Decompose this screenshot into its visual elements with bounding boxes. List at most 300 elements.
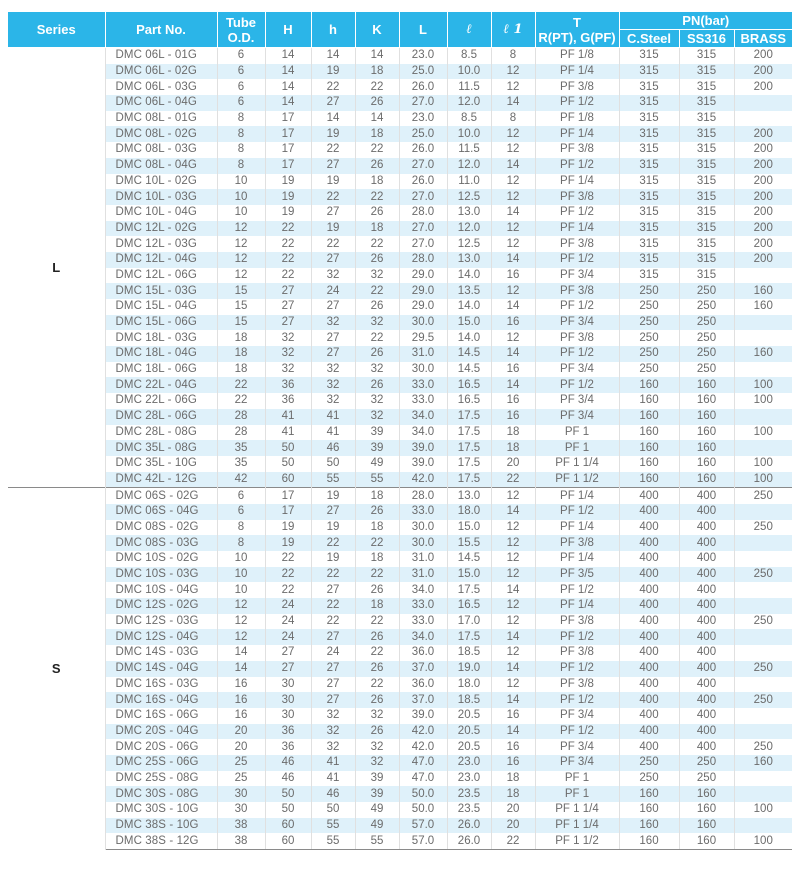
cell-pn-csteel: 160 [619, 425, 679, 441]
cell-part-no: DMC 10L - 02G [105, 174, 217, 190]
cell-L: 27.0 [399, 95, 447, 111]
table-row [8, 833, 792, 849]
cell-L: 28.0 [399, 488, 447, 504]
cell-ell: 17.5 [447, 629, 491, 645]
cell-pn-ss316: 400 [679, 614, 734, 630]
cell-K: 22 [355, 535, 399, 551]
table-row [8, 268, 792, 284]
cell-K: 49 [355, 456, 399, 472]
cell-h-small: 55 [311, 472, 355, 488]
cell-h-small: 19 [311, 64, 355, 80]
cell-pn-ss316: 400 [679, 708, 734, 724]
cell-K: 26 [355, 299, 399, 315]
cell-K: 18 [355, 64, 399, 80]
header-csteel: C.Steel [619, 30, 679, 48]
cell-L: 36.0 [399, 645, 447, 661]
cell-pn-ss316: 315 [679, 79, 734, 95]
table-row [8, 252, 792, 268]
cell-L: 31.0 [399, 567, 447, 583]
cell-K: 39 [355, 771, 399, 787]
cell-thread: PF 1/2 [535, 661, 619, 677]
cell-L: 25.0 [399, 64, 447, 80]
cell-pn-csteel: 315 [619, 111, 679, 127]
cell-ell: 23.5 [447, 802, 491, 818]
cell-tube-od: 22 [217, 393, 265, 409]
cell-tube-od: 38 [217, 833, 265, 849]
cell-L: 37.0 [399, 661, 447, 677]
cell-K: 14 [355, 111, 399, 127]
cell-K: 26 [355, 582, 399, 598]
cell-ell: 12.5 [447, 189, 491, 205]
cell-pn-brass: 100 [734, 833, 792, 849]
cell-L: 39.0 [399, 708, 447, 724]
cell-pn-brass [734, 504, 792, 520]
cell-pn-ss316: 400 [679, 504, 734, 520]
cell-pn-csteel: 315 [619, 221, 679, 237]
cell-h-small: 22 [311, 142, 355, 158]
cell-ell: 10.0 [447, 126, 491, 142]
cell-pn-ss316: 315 [679, 111, 734, 127]
cell-L: 47.0 [399, 771, 447, 787]
table-row [8, 377, 792, 393]
cell-K: 18 [355, 520, 399, 536]
cell-thread: PF 1/2 [535, 205, 619, 221]
cell-part-no: DMC 12S - 02G [105, 598, 217, 614]
cell-pn-brass: 250 [734, 567, 792, 583]
cell-tube-od: 12 [217, 614, 265, 630]
cell-pn-brass [734, 551, 792, 567]
table-row [8, 174, 792, 190]
cell-ell1: 14 [491, 346, 535, 362]
cell-pn-csteel: 160 [619, 786, 679, 802]
cell-ell1: 12 [491, 221, 535, 237]
cell-L: 30.0 [399, 520, 447, 536]
cell-pn-ss316: 250 [679, 315, 734, 331]
cell-pn-csteel: 400 [619, 582, 679, 598]
cell-part-no: DMC 12S - 03G [105, 614, 217, 630]
cell-H: 30 [265, 677, 311, 693]
cell-h-small: 19 [311, 520, 355, 536]
cell-ell1: 18 [491, 786, 535, 802]
cell-H: 14 [265, 48, 311, 64]
cell-tube-od: 12 [217, 629, 265, 645]
cell-tube-od: 15 [217, 283, 265, 299]
cell-pn-brass [734, 409, 792, 425]
cell-ell: 13.0 [447, 488, 491, 504]
header-series: Series [8, 12, 105, 48]
cell-H: 22 [265, 268, 311, 284]
cell-pn-csteel: 400 [619, 645, 679, 661]
cell-pn-brass: 250 [734, 488, 792, 504]
cell-pn-brass [734, 315, 792, 331]
cell-ell1: 14 [491, 504, 535, 520]
cell-ell1: 18 [491, 771, 535, 787]
cell-thread: PF 1/4 [535, 551, 619, 567]
cell-H: 46 [265, 755, 311, 771]
cell-thread: PF 3/8 [535, 645, 619, 661]
cell-L: 29.0 [399, 299, 447, 315]
cell-H: 36 [265, 393, 311, 409]
cell-pn-ss316: 400 [679, 724, 734, 740]
cell-H: 17 [265, 142, 311, 158]
cell-thread: PF 1 [535, 786, 619, 802]
cell-thread: PF 1/2 [535, 504, 619, 520]
cell-K: 26 [355, 252, 399, 268]
cell-ell1: 14 [491, 377, 535, 393]
cell-part-no: DMC 14S - 04G [105, 661, 217, 677]
spec-table-container [8, 12, 792, 850]
cell-K: 32 [355, 315, 399, 331]
cell-ell1: 16 [491, 268, 535, 284]
cell-K: 22 [355, 283, 399, 299]
cell-tube-od: 6 [217, 79, 265, 95]
cell-tube-od: 16 [217, 692, 265, 708]
cell-h-small: 19 [311, 174, 355, 190]
cell-pn-csteel: 400 [619, 598, 679, 614]
cell-part-no: DMC 22L - 06G [105, 393, 217, 409]
cell-part-no: DMC 10S - 04G [105, 582, 217, 598]
cell-h-small: 19 [311, 126, 355, 142]
cell-H: 60 [265, 818, 311, 834]
cell-L: 33.0 [399, 614, 447, 630]
cell-K: 26 [355, 724, 399, 740]
cell-H: 22 [265, 252, 311, 268]
cell-h-small: 19 [311, 221, 355, 237]
cell-pn-ss316: 400 [679, 677, 734, 693]
cell-ell1: 16 [491, 755, 535, 771]
cell-L: 23.0 [399, 111, 447, 127]
cell-K: 18 [355, 488, 399, 504]
cell-L: 57.0 [399, 818, 447, 834]
cell-H: 60 [265, 833, 311, 849]
cell-pn-csteel: 250 [619, 299, 679, 315]
cell-pn-brass: 250 [734, 614, 792, 630]
cell-part-no: DMC 30S - 08G [105, 786, 217, 802]
cell-ell1: 12 [491, 614, 535, 630]
cell-L: 36.0 [399, 677, 447, 693]
cell-part-no: DMC 06S - 02G [105, 488, 217, 504]
table-row [8, 330, 792, 346]
table-row [8, 158, 792, 174]
cell-ell1: 12 [491, 645, 535, 661]
cell-h-small: 46 [311, 440, 355, 456]
cell-thread: PF 3/8 [535, 677, 619, 693]
table-row [8, 440, 792, 456]
cell-h-small: 41 [311, 771, 355, 787]
cell-K: 32 [355, 409, 399, 425]
cell-h-small: 46 [311, 786, 355, 802]
cell-thread: PF 3/8 [535, 330, 619, 346]
cell-ell: 17.5 [447, 456, 491, 472]
cell-pn-ss316: 250 [679, 755, 734, 771]
cell-part-no: DMC 28L - 08G [105, 425, 217, 441]
cell-ell1: 14 [491, 252, 535, 268]
cell-part-no: DMC 10L - 04G [105, 205, 217, 221]
cell-K: 32 [355, 393, 399, 409]
cell-H: 22 [265, 582, 311, 598]
cell-h-small: 32 [311, 362, 355, 378]
cell-L: 34.0 [399, 629, 447, 645]
cell-pn-ss316: 315 [679, 142, 734, 158]
cell-part-no: DMC 08L - 01G [105, 111, 217, 127]
cell-pn-ss316: 250 [679, 330, 734, 346]
cell-thread: PF 3/8 [535, 79, 619, 95]
cell-thread: PF 1/4 [535, 488, 619, 504]
cell-ell: 8.5 [447, 48, 491, 64]
table-row [8, 755, 792, 771]
cell-pn-ss316: 400 [679, 629, 734, 645]
cell-K: 39 [355, 425, 399, 441]
cell-pn-ss316: 315 [679, 64, 734, 80]
cell-pn-ss316: 315 [679, 268, 734, 284]
cell-L: 34.0 [399, 409, 447, 425]
cell-K: 22 [355, 142, 399, 158]
series-s-group [8, 488, 792, 850]
cell-part-no: DMC 15L - 04G [105, 299, 217, 315]
cell-part-no: DMC 08S - 02G [105, 520, 217, 536]
cell-H: 14 [265, 64, 311, 80]
cell-pn-csteel: 160 [619, 409, 679, 425]
cell-pn-csteel: 400 [619, 739, 679, 755]
cell-thread: PF 3/8 [535, 614, 619, 630]
table-row [8, 111, 792, 127]
cell-tube-od: 16 [217, 677, 265, 693]
cell-pn-ss316: 160 [679, 802, 734, 818]
cell-pn-csteel: 315 [619, 174, 679, 190]
cell-K: 26 [355, 377, 399, 393]
cell-pn-brass: 200 [734, 205, 792, 221]
header-ss316: SS316 [679, 30, 734, 48]
cell-thread: PF 1/4 [535, 126, 619, 142]
cell-thread: PF 1 [535, 440, 619, 456]
cell-ell1: 14 [491, 661, 535, 677]
cell-ell1: 12 [491, 488, 535, 504]
cell-pn-ss316: 400 [679, 535, 734, 551]
cell-H: 32 [265, 330, 311, 346]
cell-pn-csteel: 400 [619, 520, 679, 536]
cell-tube-od: 14 [217, 645, 265, 661]
cell-tube-od: 8 [217, 158, 265, 174]
cell-tube-od: 35 [217, 440, 265, 456]
header-H: H [265, 12, 311, 48]
cell-tube-od: 20 [217, 739, 265, 755]
cell-thread: PF 1 [535, 771, 619, 787]
cell-H: 19 [265, 174, 311, 190]
table-row [8, 771, 792, 787]
cell-pn-ss316: 250 [679, 771, 734, 787]
cell-pn-brass: 160 [734, 755, 792, 771]
cell-ell: 12.0 [447, 221, 491, 237]
cell-part-no: DMC 16S - 03G [105, 677, 217, 693]
cell-tube-od: 28 [217, 409, 265, 425]
cell-H: 36 [265, 377, 311, 393]
header-L: L [399, 12, 447, 48]
cell-H: 41 [265, 409, 311, 425]
cell-tube-od: 10 [217, 551, 265, 567]
cell-h-small: 32 [311, 315, 355, 331]
cell-h-small: 27 [311, 661, 355, 677]
cell-pn-brass: 200 [734, 252, 792, 268]
cell-part-no: DMC 12L - 06G [105, 268, 217, 284]
cell-tube-od: 10 [217, 189, 265, 205]
table-row [8, 677, 792, 693]
cell-part-no: DMC 28L - 06G [105, 409, 217, 425]
table-row [8, 708, 792, 724]
header-part-no: Part No. [105, 12, 217, 48]
table-row [8, 315, 792, 331]
cell-ell: 11.5 [447, 79, 491, 95]
cell-ell1: 14 [491, 205, 535, 221]
cell-L: 50.0 [399, 786, 447, 802]
cell-ell1: 12 [491, 79, 535, 95]
cell-part-no: DMC 35L - 10G [105, 456, 217, 472]
cell-ell1: 12 [491, 520, 535, 536]
cell-h-small: 32 [311, 739, 355, 755]
cell-h-small: 27 [311, 504, 355, 520]
cell-L: 27.0 [399, 189, 447, 205]
cell-pn-csteel: 315 [619, 79, 679, 95]
cell-L: 50.0 [399, 802, 447, 818]
cell-pn-csteel: 400 [619, 724, 679, 740]
cell-L: 33.0 [399, 377, 447, 393]
cell-tube-od: 6 [217, 48, 265, 64]
cell-K: 32 [355, 268, 399, 284]
cell-K: 18 [355, 221, 399, 237]
cell-pn-csteel: 315 [619, 142, 679, 158]
cell-ell1: 12 [491, 142, 535, 158]
table-row [8, 283, 792, 299]
cell-h-small: 22 [311, 598, 355, 614]
cell-ell1: 14 [491, 158, 535, 174]
cell-pn-csteel: 400 [619, 661, 679, 677]
cell-pn-ss316: 315 [679, 158, 734, 174]
cell-pn-ss316: 315 [679, 236, 734, 252]
cell-pn-csteel: 315 [619, 252, 679, 268]
header-thread [535, 12, 619, 48]
cell-L: 47.0 [399, 755, 447, 771]
cell-part-no: DMC 10L - 03G [105, 189, 217, 205]
cell-pn-csteel: 160 [619, 472, 679, 488]
cell-K: 55 [355, 472, 399, 488]
cell-K: 14 [355, 48, 399, 64]
table-row [8, 425, 792, 441]
cell-ell: 11.0 [447, 174, 491, 190]
cell-tube-od: 10 [217, 567, 265, 583]
cell-thread: PF 1 1/2 [535, 833, 619, 849]
cell-L: 27.0 [399, 221, 447, 237]
cell-pn-ss316: 400 [679, 692, 734, 708]
cell-ell: 20.5 [447, 739, 491, 755]
cell-tube-od: 18 [217, 362, 265, 378]
cell-h-small: 27 [311, 677, 355, 693]
cell-K: 18 [355, 126, 399, 142]
table-row [8, 472, 792, 488]
cell-pn-ss316: 400 [679, 739, 734, 755]
cell-K: 32 [355, 739, 399, 755]
cell-ell1: 14 [491, 299, 535, 315]
cell-thread: PF 1/4 [535, 598, 619, 614]
cell-thread: PF 1 [535, 425, 619, 441]
cell-H: 27 [265, 283, 311, 299]
cell-ell: 19.0 [447, 661, 491, 677]
cell-ell1: 14 [491, 582, 535, 598]
cell-ell: 13.0 [447, 205, 491, 221]
cell-ell1: 12 [491, 598, 535, 614]
cell-pn-csteel: 160 [619, 456, 679, 472]
table-row [8, 79, 792, 95]
cell-tube-od: 35 [217, 456, 265, 472]
cell-K: 26 [355, 692, 399, 708]
cell-pn-ss316: 160 [679, 440, 734, 456]
cell-L: 29.5 [399, 330, 447, 346]
cell-pn-csteel: 400 [619, 551, 679, 567]
cell-pn-brass [734, 724, 792, 740]
cell-h-small: 32 [311, 268, 355, 284]
header-ell: ℓ [447, 12, 491, 48]
cell-K: 18 [355, 174, 399, 190]
cell-part-no: DMC 06L - 04G [105, 95, 217, 111]
cell-h-small: 27 [311, 252, 355, 268]
cell-ell1: 16 [491, 739, 535, 755]
cell-pn-csteel: 250 [619, 771, 679, 787]
cell-K: 22 [355, 567, 399, 583]
cell-H: 46 [265, 771, 311, 787]
cell-pn-brass [734, 677, 792, 693]
cell-H: 24 [265, 614, 311, 630]
cell-part-no: DMC 15L - 06G [105, 315, 217, 331]
cell-thread: PF 1/4 [535, 520, 619, 536]
cell-L: 34.0 [399, 582, 447, 598]
cell-pn-brass: 160 [734, 283, 792, 299]
table-row [8, 221, 792, 237]
cell-K: 18 [355, 598, 399, 614]
cell-pn-brass [734, 708, 792, 724]
cell-tube-od: 10 [217, 205, 265, 221]
cell-ell1: 20 [491, 818, 535, 834]
cell-K: 39 [355, 440, 399, 456]
table-row [8, 629, 792, 645]
cell-K: 22 [355, 236, 399, 252]
cell-pn-ss316: 315 [679, 221, 734, 237]
cell-pn-brass: 250 [734, 739, 792, 755]
cell-pn-brass [734, 645, 792, 661]
cell-thread: PF 1/2 [535, 158, 619, 174]
cell-pn-ss316: 160 [679, 818, 734, 834]
cell-thread: PF 1/4 [535, 221, 619, 237]
cell-pn-ss316: 400 [679, 582, 734, 598]
cell-tube-od: 8 [217, 111, 265, 127]
table-row [8, 504, 792, 520]
cell-pn-csteel: 400 [619, 504, 679, 520]
cell-H: 19 [265, 520, 311, 536]
cell-ell: 17.5 [447, 472, 491, 488]
cell-L: 30.0 [399, 315, 447, 331]
cell-pn-csteel: 250 [619, 362, 679, 378]
cell-K: 26 [355, 158, 399, 174]
cell-K: 22 [355, 677, 399, 693]
cell-pn-csteel: 315 [619, 268, 679, 284]
cell-pn-ss316: 315 [679, 252, 734, 268]
cell-thread: PF 1 1/4 [535, 456, 619, 472]
cell-pn-csteel: 400 [619, 535, 679, 551]
cell-pn-brass [734, 362, 792, 378]
cell-tube-od: 6 [217, 64, 265, 80]
cell-pn-csteel: 400 [619, 567, 679, 583]
cell-H: 17 [265, 504, 311, 520]
cell-L: 57.0 [399, 833, 447, 849]
cell-pn-ss316: 400 [679, 488, 734, 504]
cell-pn-csteel: 315 [619, 205, 679, 221]
